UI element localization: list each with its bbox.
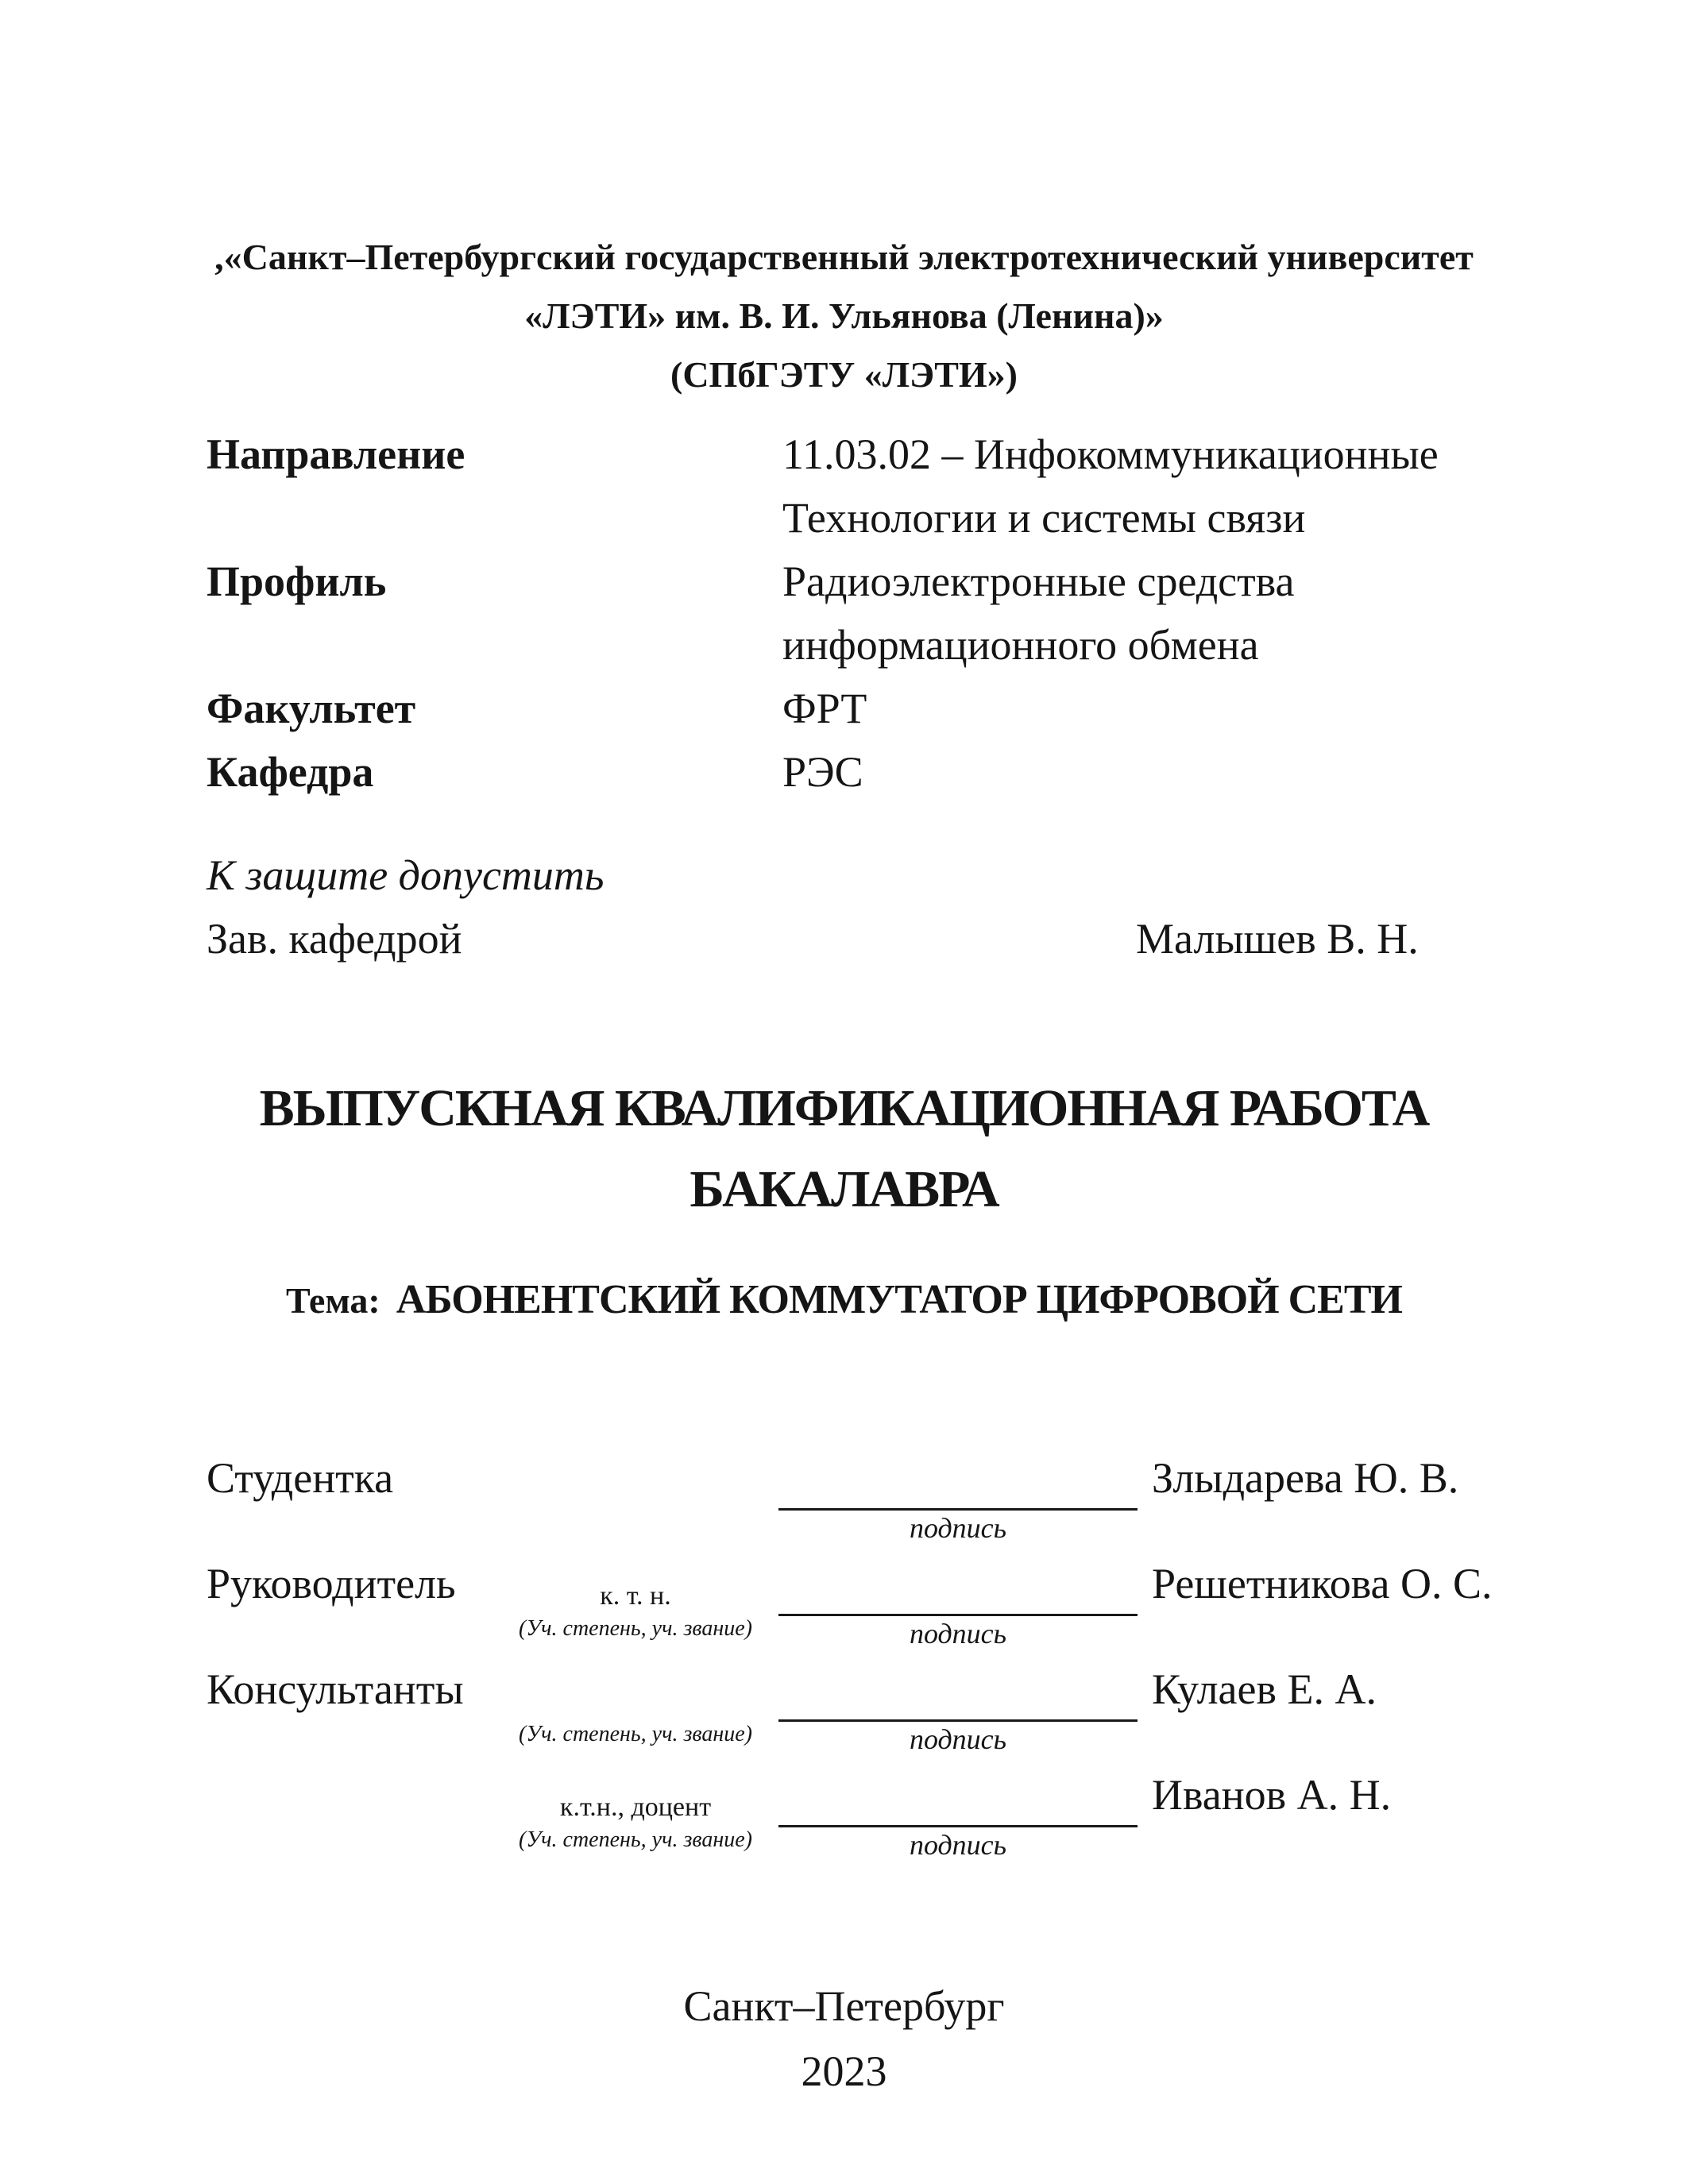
signature-caption: подпись xyxy=(909,1723,1007,1755)
admission-signature-row xyxy=(207,907,1493,970)
thesis-title xyxy=(0,1068,1688,1230)
field-value: РЭС xyxy=(782,748,863,796)
field-label: Профиль xyxy=(207,558,387,605)
admission-name: Малышев В. Н. xyxy=(1136,915,1419,963)
field-row-department xyxy=(207,740,1577,804)
admission-role: Зав. кафедрой xyxy=(207,915,462,963)
signature-qualification: к.т.н., доцент xyxy=(559,1792,712,1822)
signature-name: Злыдарева Ю. В. xyxy=(1152,1454,1459,1502)
field-label xyxy=(207,613,782,677)
signature-line xyxy=(778,1508,1138,1511)
signature-qualification-caption: (Уч. степень, уч. звание) xyxy=(519,1827,752,1852)
signature-caption: подпись xyxy=(909,1512,1007,1544)
university-name-line-2: «ЛЭТИ» им. В. И. Ульянова (Ленина)» xyxy=(524,295,1164,336)
field-label: Направление xyxy=(207,430,465,478)
field-row-profile-cont xyxy=(207,613,1577,677)
admission-block xyxy=(207,843,1493,970)
signature-caption: подпись xyxy=(909,1618,1007,1650)
signature-row-consultant-2 xyxy=(0,1773,1688,1878)
signature-row-student xyxy=(0,1456,1688,1561)
field-value: Радиоэлектронные средства xyxy=(782,558,1295,605)
signature-qualification-caption: (Уч. степень, уч. звание) xyxy=(519,1616,752,1641)
theme-text: АБОНЕНТСКИЙ КОММУТАТОР ЦИФРОВОЙ СЕТИ xyxy=(396,1277,1402,1322)
signature-name: Иванов А. Н. xyxy=(1152,1771,1392,1819)
university-header xyxy=(0,228,1688,404)
admission-notice: К защите допустить xyxy=(207,851,605,899)
university-name-line-1: ,«Санкт–Петербургский государственный электротехнический университет xyxy=(214,237,1474,277)
field-label: Кафедра xyxy=(207,748,374,796)
thesis-title-line-2: БАКАЛАВРА xyxy=(689,1160,999,1218)
field-row-direction-cont xyxy=(207,486,1577,550)
footer-year: 2023 xyxy=(801,2047,887,2095)
signature-role: Студентка xyxy=(207,1454,394,1502)
field-value: 11.03.02 – Инфокоммуникационные xyxy=(782,430,1439,478)
signature-row-supervisor xyxy=(0,1561,1688,1667)
signature-name: Кулаев Е. А. xyxy=(1152,1665,1377,1713)
footer-city: Санкт–Петербург xyxy=(683,1982,1005,2030)
signature-qualification-caption: (Уч. степень, уч. звание) xyxy=(519,1722,752,1746)
field-label xyxy=(207,486,782,550)
field-label: Факультет xyxy=(207,685,416,732)
theme-label: Тема: xyxy=(286,1280,380,1321)
footer xyxy=(0,1974,1688,2104)
signature-role: Консультанты xyxy=(207,1665,464,1713)
field-value: Технологии и системы связи xyxy=(782,494,1306,542)
field-row-profile xyxy=(207,550,1577,613)
signature-line xyxy=(778,1719,1138,1722)
field-row-direction xyxy=(207,423,1577,486)
thesis-title-line-1: ВЫПУСКНАЯ КВАЛИФИКАЦИОННАЯ РАБОТА xyxy=(259,1079,1429,1137)
field-row-faculty xyxy=(207,677,1577,740)
field-value: информационного обмена xyxy=(782,621,1259,669)
field-value: ФРТ xyxy=(782,685,867,732)
signature-line xyxy=(778,1825,1138,1827)
theme-line xyxy=(0,1276,1688,1323)
signature-role: Руководитель xyxy=(207,1560,456,1607)
signature-name: Решетникова О. С. xyxy=(1152,1560,1493,1607)
signature-row-consultant-1 xyxy=(0,1667,1688,1773)
program-fields xyxy=(207,423,1577,804)
signature-line xyxy=(778,1614,1138,1616)
university-abbreviation: (СПбГЭТУ «ЛЭТИ») xyxy=(670,354,1018,395)
signatures-block xyxy=(0,1456,1688,1878)
signature-caption: подпись xyxy=(909,1829,1007,1861)
signature-qualification: к. т. н. xyxy=(600,1581,671,1611)
